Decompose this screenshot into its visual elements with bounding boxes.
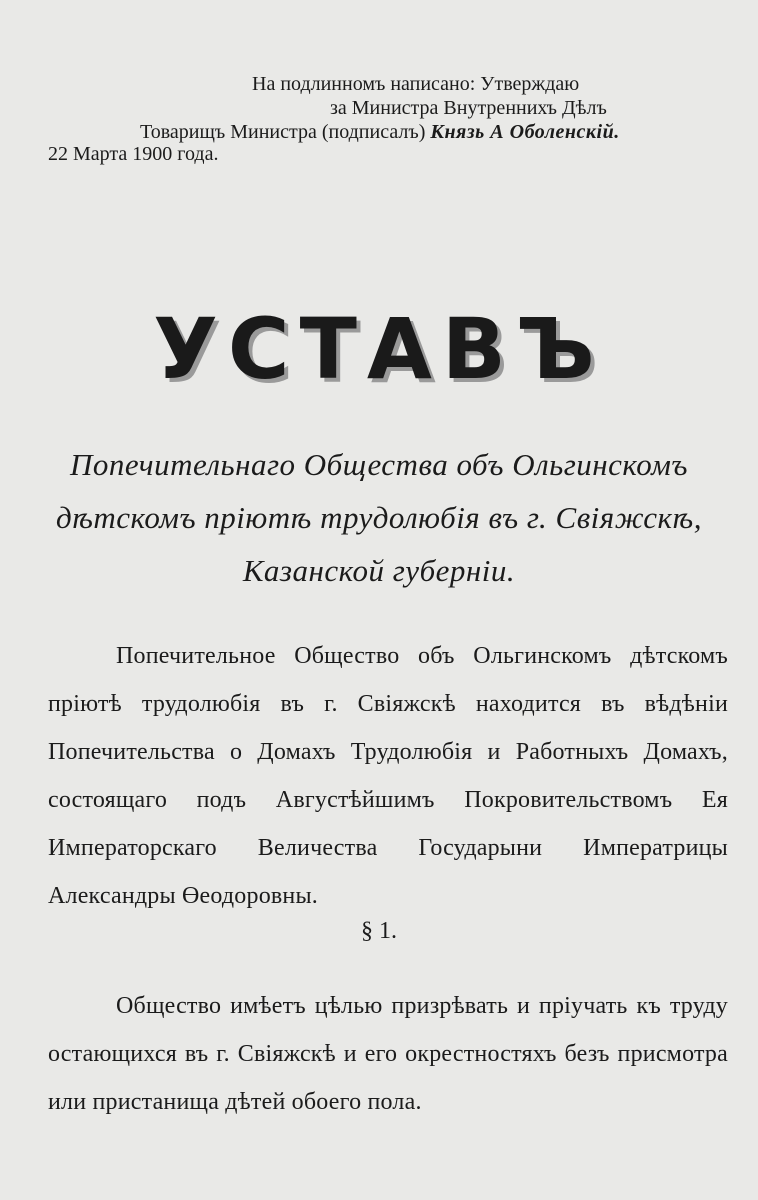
approval-line-3 [140, 120, 620, 144]
signature-name: Князь А Оболенскiй. [430, 121, 620, 143]
approval-line-2: за Министра Внутреннихъ Дѣлъ [330, 97, 607, 119]
section-heading: § 1. [361, 918, 397, 944]
section-paragraph: Общество имѣетъ цѣлью призрѣвать и прiучать къ труду остающихся въ г. Свiяжскѣ и его окрестностяхъ безъ присмотра или пристанища дѣтей обоего пола. [48, 993, 728, 1115]
subtitle-line-1: Попечительнаго Общества объ Ольгинскомъ [70, 447, 688, 482]
approval-line-1: На подлинномъ написано: Утверждаю [252, 73, 580, 95]
document-title: УСТАВЪ [153, 300, 605, 398]
subtitle-line-2: дѣтскомъ прiютѣ трудолюбiя въ г. Свiяжскѣ, [56, 500, 702, 535]
approval-date: 22 Марта 1900 года. [48, 143, 219, 165]
subtitle-line-3: Казанской губернiи. [242, 553, 516, 588]
intro-paragraph: Попечительное Общество объ Ольгинскомъ дѣтскомъ прiютѣ трудолюбiя въ г. Свiяжскѣ находится въ вѣдѣнiи Попечительства о Домахъ Трудолюбiя и Работныхъ Домахъ, состоящаго подъ Августѣйшимъ Покровительствомъ Ея Императорскаго Величества Государыни Императрицы Александры Өеодоровны. [48, 643, 728, 909]
document-subtitle [0, 438, 758, 597]
approval-line-3-prefix: Товарищъ Министра (подписалъ) [140, 121, 426, 143]
